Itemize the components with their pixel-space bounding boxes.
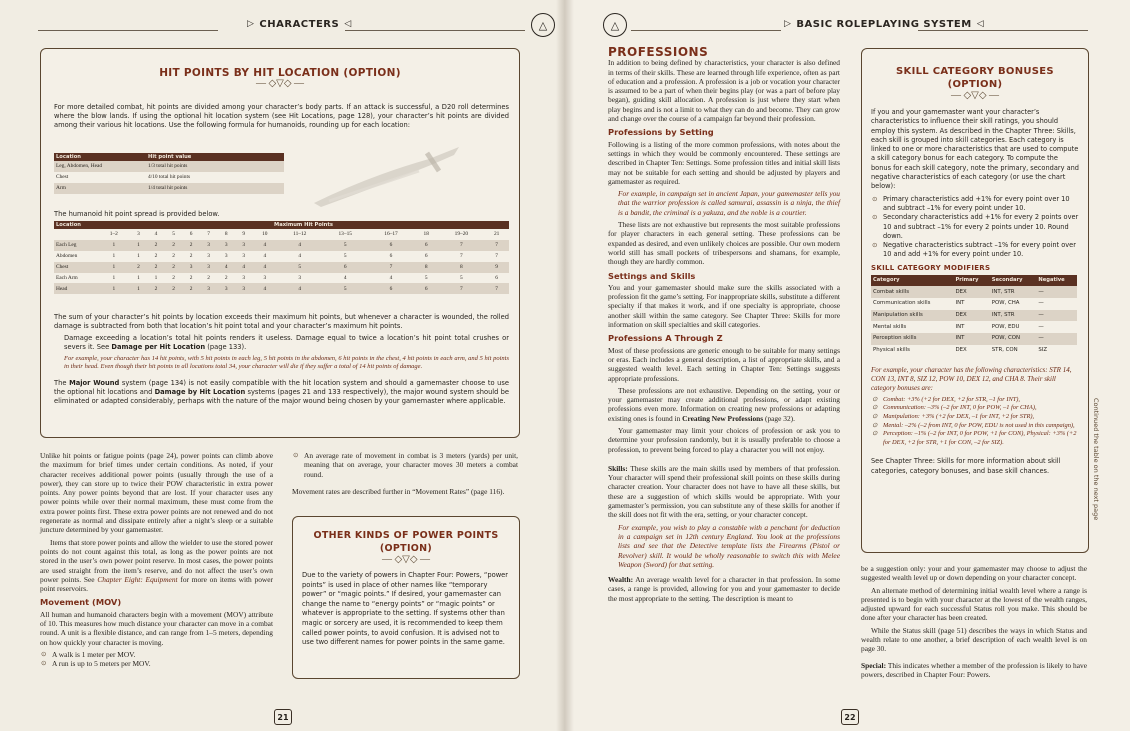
table-cell: DEX — [955, 346, 967, 353]
table-cell: 3 — [217, 283, 235, 294]
ornament-icon: — ◇▽◇ — — [950, 90, 1000, 101]
bullet-item: ⊙ Secondary characteristics add +1% for every 2 points over 10 and subtract –1% for every 2 points under 10. Round down. — [871, 213, 1079, 241]
table-row — [54, 183, 284, 194]
book-gutter — [556, 0, 574, 731]
table-row — [54, 240, 509, 251]
table-row — [54, 161, 284, 172]
section-heading: Settings and Skills — [608, 270, 696, 281]
text: (page 32). — [765, 413, 795, 423]
column-header: 5 — [172, 231, 175, 238]
paragraph: Movement rates are described further in “Movement Rates” (page 116). — [292, 486, 505, 496]
table-cell: 2 — [130, 262, 148, 273]
triangle-logo-icon: △ — [603, 13, 627, 37]
table-cell: 3 — [200, 262, 218, 273]
hitloc-intro: For more detailed combat, hit points are divided among your character’s body parts. If an attack is successful, a D20 roll determines where the blow lands. If using the optional hit location system (see Hit Locations, page 128), your character’s hit points are divided among their various hit locations. Use the following formula for humanoids, rounding up for each location: — [54, 103, 509, 129]
box-title: HIT POINTS BY HIT LOCATION (OPTION) — [159, 67, 401, 79]
table-cell: 4 — [298, 253, 302, 260]
paragraph: The sum of your character’s hit points by location exceeds their maximum hit points, but whenever a character is wounded, the rolled damage is subtracted from both that location’s hit point total and your character’s maximum hit points. — [54, 313, 509, 330]
bullet-item: ⊙ Negative characteristics subtract –1% for every point over 10 and add +1% for every point under 10. — [871, 241, 1079, 260]
column-header: 7 — [207, 231, 210, 238]
table-row — [871, 298, 1077, 310]
bullet-item: ⊙ An average rate of movement in combat is 3 meters (yards) per unit, meaning that on average, your character moves 30 meters a combat round. — [292, 451, 518, 479]
text: for more on items with power point reservoirs. — [40, 574, 273, 594]
paragraph: These lists are not exhaustive but represents the most suitable professions for player characters in each general setting. These professions can be expanded as desired, and even unlikely choices are possible. Our own modern world still has small pockets of tribespersons and shamans, for example, though they are hardly common. — [608, 220, 840, 267]
table-cell: DEX — [954, 286, 990, 298]
table-cell: 2 — [165, 240, 183, 251]
table-cell: 4 — [253, 283, 278, 294]
table-cell: 2 — [182, 240, 200, 251]
table-cell: Arm — [54, 183, 146, 194]
table-cell: Manipulation skills — [871, 310, 954, 322]
table-cell: 5 — [322, 240, 368, 251]
table-cell: 4 — [343, 274, 347, 281]
table-cell: INT, STR — [990, 286, 1037, 298]
table-cell: 7 — [495, 253, 498, 260]
bullet-item: ⊙ A walk is 1 meter per MOV. — [40, 650, 273, 659]
table-cell: 4 — [235, 262, 253, 273]
column-header: 18 — [423, 231, 429, 238]
table-cell: 3 — [200, 283, 218, 294]
example-text: For example, your character has the following characteristics: STR 14, CON 13, INT 8, SIZ 12, POW 10, DEX 12, and CHA 8. Their skill category bonuses are: — [871, 366, 1072, 392]
table-cell: POW, CHA — [991, 300, 1020, 307]
table-row — [54, 262, 509, 273]
table-cell: 4 — [217, 262, 235, 273]
skill-category-box — [861, 48, 1089, 553]
table-cell: 3 — [182, 262, 200, 273]
bullet-item: ⊙ Primary characteristics add +1% for every point over 10 and subtract –1% for every point under 10. — [871, 195, 1079, 214]
table-cell: 2 — [147, 283, 165, 294]
table-cell: — — [1038, 300, 1044, 307]
column-header: 21 — [493, 231, 500, 238]
table-cell: 3 — [207, 253, 210, 260]
skill-modifiers-table — [871, 275, 1077, 356]
header-rule — [631, 30, 781, 31]
table-cell: 4 — [253, 262, 278, 273]
table-cell: 1 — [130, 240, 148, 251]
table-cell: 5 — [424, 274, 428, 281]
table-row — [871, 345, 1077, 357]
table-cell: 1 — [98, 240, 130, 251]
table-cell: INT, STR — [990, 310, 1037, 322]
reference-link[interactable]: Major Wound — [69, 379, 120, 388]
triangle-logo-icon: △ — [531, 13, 555, 37]
table-cell: 4/10 total hit points — [148, 174, 191, 181]
table-cell: INT — [954, 333, 990, 345]
table-cell: 1 — [137, 253, 140, 260]
bullet-item: ⊙ Mental: –2% (–2 from INT, 0 for POW, EDU is not used in this campaign), — [871, 422, 1079, 431]
table-row — [871, 310, 1077, 322]
table-cell: 2 — [165, 262, 183, 273]
table-cell: 7 — [484, 240, 509, 251]
paragraph: You and your gamemaster should make sure the skills associated with a profession fit the game’s setting. For inappropriate skills, substitute a different specialty if that makes it work, and if one specialty is appropriate, choose another skill within the same category. See Chapter Three: Skills for more information on skill specialties and skill categories. — [608, 282, 840, 330]
table-cell: 3 — [235, 283, 253, 294]
header-rule — [345, 30, 525, 31]
table-cell: 5 — [343, 253, 347, 260]
table-cell: Mental skills — [873, 323, 907, 330]
text: system (page 134) is not easily compatible with the hit location system and should a gamemaster choose to use the optional hit locations and — [54, 379, 509, 397]
table-cell: 7 — [368, 262, 414, 273]
table-cell: 3 — [263, 274, 267, 281]
table-header: Category — [871, 275, 954, 286]
term-label: Special: — [861, 660, 887, 670]
table-title: SKILL CATEGORY MODIFIERS — [871, 263, 991, 272]
page-number: 21 — [274, 709, 292, 725]
table-cell: 3 — [217, 240, 235, 251]
table-cell: 5 — [277, 262, 322, 273]
triangle-left-icon: ◁ — [976, 19, 985, 29]
power-points-box — [292, 516, 520, 679]
reference-link[interactable]: Chapter Eight: Equipment — [97, 574, 178, 584]
table-cell: 7 — [484, 283, 509, 294]
table-cell: 6 — [368, 240, 414, 251]
table-cell: — — [1036, 310, 1077, 322]
paragraph: Following is a listing of the more common professions, with notes about the settings in which they would be commonly encountered. These settings are described in Chapter Ten: Settings. Some profession titles and initial skill lists may not be suitable for each setting and should be adjusted by players and gamemaster as required. — [608, 139, 840, 186]
table-cell: 1 — [98, 283, 130, 294]
table-header: Hit point value — [146, 153, 284, 161]
table-cell: 2 — [182, 283, 200, 294]
paragraph — [40, 538, 273, 594]
table-cell: 4 — [277, 240, 322, 251]
table-header: Negative — [1036, 275, 1077, 286]
paragraph: In addition to being defined by characteristics, your character is also defined in terms of their skills. These are learned through life experience, often as part of education and a profession. A profession is a job or vocation your character is assumed to be a part of when their begins play (or was a part of before play began), guiding skill allocation. A profession is just where they start when play begins and is not a limit to what they can do and become. They can grow and change over the course of a campaign far beyond their profession. — [608, 58, 840, 124]
table-cell: 5 — [322, 283, 368, 294]
table-cell: 7 — [460, 253, 463, 260]
table-cell: 6 — [424, 253, 428, 260]
table-cell: 6 — [322, 262, 368, 273]
table-row — [54, 172, 284, 183]
column-header: 1–2 — [109, 231, 118, 238]
paragraph: See Chapter Three: Skills for more information about skill categories, category bonuses, and base skill chances. — [871, 457, 1061, 475]
reference-link[interactable]: Creating New Professions — [682, 413, 764, 423]
table-cell: 4 — [277, 283, 322, 294]
table-cell: 1 — [112, 274, 116, 281]
table-cell: 3 — [224, 253, 228, 260]
hitloc-body — [54, 313, 509, 409]
table-cell: 1 — [98, 262, 130, 273]
triangle-right-icon: ▷ — [247, 19, 255, 29]
table-cell: Combat skills — [871, 286, 954, 298]
table-cell: 6 — [414, 283, 439, 294]
table-cell: 2 — [172, 274, 175, 281]
table-cell: 4 — [389, 274, 393, 281]
table-cell: 2 — [224, 274, 228, 281]
table-cell: 7 — [439, 283, 485, 294]
table-cell — [54, 229, 98, 240]
table-cell: 6 — [495, 274, 498, 281]
header-text: CHARACTERS — [259, 18, 340, 30]
table-cell: Communication skills — [873, 300, 931, 307]
table-row — [54, 283, 509, 294]
column-header: 10 — [262, 231, 268, 238]
paragraph: An alternate method of determining initial wealth level where a range is presented is to begin with your character at the lowest of the wealth ranges, adjusted upward for each successful Status roll you make. This should be done after your character has been created. — [861, 585, 1087, 623]
term-label: Skills: — [608, 463, 628, 473]
box-title: OTHER KINDS OF POWER POINTS (OPTION) — [313, 530, 499, 554]
power-points-text: Due to the variety of powers in Chapter Four: Powers, “power points” is used in place of other names like “temporary power” or “magic points.” If desired, your gamemaster can change the name to “energy points” or “magic points” or whatever is appropriate to the setting. If systems other than magic or sorcery are used, it is recommended to keep them called power points, to avoid confusion. It is advised not to use two different names for power points in the same game. — [302, 571, 509, 647]
table-row — [871, 286, 1077, 298]
table-cell: 1/3 total hit points — [146, 161, 284, 172]
table-cell: 2 — [189, 253, 193, 260]
table-cell: 8 — [439, 262, 485, 273]
professions-column — [608, 45, 841, 606]
column-header: 16–17 — [384, 231, 398, 238]
bullet-item: ⊙ A run is up to 5 meters per MOV. — [40, 659, 273, 668]
table-header: Primary — [954, 275, 990, 286]
table-cell: 6 — [414, 240, 439, 251]
right-column — [292, 451, 518, 499]
table-row — [871, 321, 1077, 333]
table-cell: 2 — [147, 240, 165, 251]
paragraph — [608, 386, 840, 423]
table-cell: 1 — [154, 274, 158, 281]
table-cell: 4 — [253, 240, 278, 251]
header-rule — [38, 30, 218, 31]
paragraph — [608, 464, 840, 520]
paragraph: Your gamemaster may limit your choices of profession or ask you to determine your profession randomly, but it is usually preferable to choose a profession, to prevent being forced to play a character you will not enjoy. — [608, 425, 840, 454]
section-heading: Professions by Setting — [608, 127, 714, 138]
spread-intro: The humanoid hit point spread is provided below. — [54, 210, 220, 218]
skill-category-body — [862, 101, 1088, 476]
table-cell: 3 — [242, 253, 246, 260]
section-heading: Movement (MOV) — [40, 597, 122, 608]
table-cell: 9 — [484, 262, 509, 273]
table-cell: 3 — [235, 240, 253, 251]
table-cell: SIZ — [1038, 346, 1048, 353]
paragraph: be a suggestion only: your and your gamemaster may choose to adjust the suggested wealth level up or down depending on your character concept. — [861, 564, 1087, 583]
table-cell: 2 — [207, 274, 210, 281]
page-right — [565, 0, 1130, 731]
ornament-icon: — ◇▽◇ — — [381, 554, 431, 565]
running-header — [779, 14, 989, 34]
table-cell: — — [1036, 333, 1077, 345]
text: Items that store power points and allow the wielder to use the stored power points do not count against this total, as long as the power points are not stored in the user’s own power point reserve. In most cases, the power points are used straight from the item’s reserve, and do not affect the user’s own power points. See — [40, 537, 273, 584]
table-cell: 2 — [172, 253, 175, 260]
bullet-item: ⊙ Combat: +3% (+2 for DEX, +2 for STR, –1 for INT), — [871, 396, 1079, 405]
table-cell: 6 — [389, 253, 393, 260]
row-label: Head — [54, 283, 98, 294]
reference-link[interactable]: Damage by Hit Location — [154, 388, 246, 397]
example-text: For example, your character has 14 hit points, with 5 hit points in each leg, 5 hit points in the abdomen, 6 hit points in the chest, 4 hit points in each arm, and 5 hit points in their head. Even though their hit points in all locations total 34, your character will die if they suffer a total of 14 hit points of damage. — [64, 355, 509, 371]
box-title: SKILL CATEGORY BONUSES (OPTION) — [896, 66, 1054, 90]
table-cell: 5 — [460, 274, 463, 281]
table-cell: 3 — [200, 240, 218, 251]
column-header: 11–12 — [293, 231, 307, 238]
table-cell: STR, CON — [991, 346, 1018, 353]
table-cell: 1 — [130, 283, 148, 294]
page-number: 22 — [841, 709, 859, 725]
paragraph — [608, 575, 840, 603]
bullet-item: ⊙ Communication: –3% (–2 for INT, 0 for POW, –1 for CHA), — [871, 404, 1079, 413]
table-cell: 2 — [147, 262, 165, 273]
paragraph — [54, 379, 509, 406]
paragraph: If you and your gamemaster want your character’s characteristics to influence their skill ratings, you should employ this system. As described in the Chapter Three: Skills, each skill is grouped into skill categories. Each category is linked to one or more characteristics that are used to compute a skill category bonus for each category. To compute the bonus for each skill category, note the primary, secondary and negative characteristics of each category (or use the chart below): — [871, 108, 1079, 191]
paragraph: Most of these professions are generic enough to be suitable for many settings or eras. Each includes a general description, a list of appropriate skills, and a suggested wealth level. Each setting in Chapter Ten: Settings suggests appropriate professions. — [608, 345, 840, 383]
table-header: Secondary — [990, 275, 1037, 286]
row-label: Each Leg — [54, 240, 98, 251]
text: (page 133). — [207, 343, 247, 351]
table-header: Location — [54, 221, 98, 229]
term-label: Wealth: — [608, 575, 634, 585]
example-text: For example, in campaign set in ancient Japan, your gamemaster tells you that the warrior profession is called samurai, assassin is a ninja, the thief is a bandit, the criminal is a yakuza, and the noble is a courtier. — [618, 189, 840, 217]
table-cell: Leg, Abdomen, Head — [54, 161, 146, 172]
table-row — [54, 251, 509, 262]
page-title: PROFESSIONS — [608, 45, 709, 59]
table-cell: 6 — [368, 283, 414, 294]
paragraph — [54, 334, 509, 352]
continued-note: Continued the table on the next page — [1092, 398, 1100, 521]
table-header: Location — [54, 153, 146, 161]
header-text: BASIC ROLEPLAYING SYSTEM — [796, 18, 972, 30]
text: The — [54, 379, 67, 388]
table-row — [871, 333, 1077, 345]
paragraph: All human and humanoid characters begin with a movement (MOV) attribute of 10. This measures how much distance your character can move in a combat round. A unit is a flexible distance, and can range from 1–5 meters, depending on how quickly your character is moving. — [40, 609, 273, 647]
paragraph: Unlike hit points or fatigue points (page 24), power points can climb above the maximum for brief times under certain conditions. As noted, if your character receives additional power points (usually through the use of a power), they can store up to twice their POW characteristic in extra power points. Any power points beyond that are lost. If your character uses any power points while over their normal maximum, these must come from the extra power points first. These extra power points are not renewed and do not regenerate as normal and dissipate entirely after a night’s sleep or a suitable juncture determined by your gamemaster. — [40, 451, 273, 535]
hit-location-box — [40, 48, 520, 438]
reference-link[interactable]: Damage per Hit Location — [111, 343, 206, 351]
text: These professions are not exhaustive. Depending on the setting, your or your gamemaster may create additional professions, or adapt existing professions even more. Information on creating new professions or adapting existing ones is found in — [608, 385, 840, 423]
table-header: Maximum Hit Points — [98, 221, 509, 229]
table-cell: 7 — [439, 240, 485, 251]
row-label: Chest — [54, 262, 98, 273]
table-cell: 1/4 total hit points — [146, 183, 284, 194]
column-header: 8 — [224, 231, 228, 238]
column-header: 9 — [242, 231, 246, 238]
column-header: 6 — [189, 231, 193, 238]
sword-illustration — [309, 141, 469, 211]
table-cell: — — [1036, 286, 1077, 298]
table-cell: 2 — [154, 253, 158, 260]
table-cell: 3 — [242, 274, 246, 281]
running-header — [242, 14, 357, 34]
table-cell: 2 — [189, 274, 193, 281]
text: This indicates whether a member of the profession is likely to have powers, described in Chapter Four: Powers. — [861, 660, 1087, 679]
table-cell: DEX — [954, 310, 990, 322]
paragraph: While the Status skill (page 51) describes the ways in which Status and wealth relate to one another, a brief description of each wealth level is on page 30. — [861, 625, 1087, 654]
table-cell: 2 — [165, 283, 183, 294]
hit-point-spread-table — [54, 221, 509, 294]
column-header: 19–20 — [454, 231, 469, 238]
triangle-right-icon: ▷ — [784, 19, 792, 29]
table-cell: POW, EDU — [991, 323, 1020, 330]
triangle-left-icon: ◁ — [344, 19, 352, 29]
text: These skills are the main skills used by members of that profession. Your character will spend their professional skill points on these skills during character creation. Your character does not have to have all these skills, but these are a suggestion of which skills would be appropriate. With your gamemaster’s permission, you can substitute any of these skills for another if the skill does not fit with the era, setting, or your character concept. — [608, 463, 841, 520]
bullet-item: ⊙ Perception: –1% (–2 for INT, 0 for POW, +1 for CON), Physical: +3% (+2 for DEX, +2 for STR, +1 for CON, –2 for SIZ). — [871, 430, 1079, 447]
table-cell: 3 — [298, 274, 302, 281]
example-text: For example, you wish to play a constable with a penchant for deduction in a campaign set in 12th century England. You look at the professions lists and see that the Detective template lists the Firearms (Pistol or Revolver) skill. It would be wholly reasonable to switch this with Melee Weapon (Sword) for that setting. — [618, 522, 840, 569]
wealth-column — [861, 564, 1087, 682]
bullet-item: ⊙ Manipulation: +3% (+2 for DEX, –1 for INT, +2 for STR), — [871, 413, 1079, 422]
table-cell: POW, CON — [990, 333, 1037, 345]
table-cell: INT — [955, 300, 965, 307]
table-cell: INT — [955, 323, 965, 330]
column-header: 4 — [154, 231, 158, 238]
table-cell: 4 — [263, 253, 267, 260]
table-cell: Perception skills — [871, 333, 954, 345]
left-column — [40, 451, 273, 669]
table-cell: — — [1038, 323, 1044, 330]
text: Damage exceeding a location’s total hit points renders it useless. Damage equal to twice a location’s hit point total crushes or severs it. See — [64, 334, 509, 351]
table-cell: Chest — [56, 174, 69, 181]
row-label: Each Arm — [56, 274, 78, 281]
paragraph — [861, 661, 1087, 680]
table-row — [54, 273, 509, 284]
ornament-icon: — ◇▽◇ — — [255, 78, 305, 89]
table-cell: 8 — [414, 262, 439, 273]
table-cell: 1 — [112, 253, 116, 260]
section-heading: Professions A Through Z — [608, 333, 723, 344]
table-cell: Physical skills — [873, 346, 910, 353]
formula-table — [54, 153, 284, 194]
text: An average wealth level for a character in that profession. In some cases, a range is provided, allowing for you and your gamemaster to decide the most appropriate to the setting. The description is meant to — [608, 575, 840, 603]
column-header: 13–15 — [338, 231, 352, 238]
text: systems (pages 21 and 133 respectively), the major wound system should be eliminated or adapted considerably, perhaps with the nature of the major wound being chosen by your gamemaster where applicable. — [54, 388, 510, 406]
column-header: 3 — [137, 231, 140, 238]
row-label: Abdomen — [56, 253, 78, 260]
table-cell: 1 — [137, 274, 140, 281]
